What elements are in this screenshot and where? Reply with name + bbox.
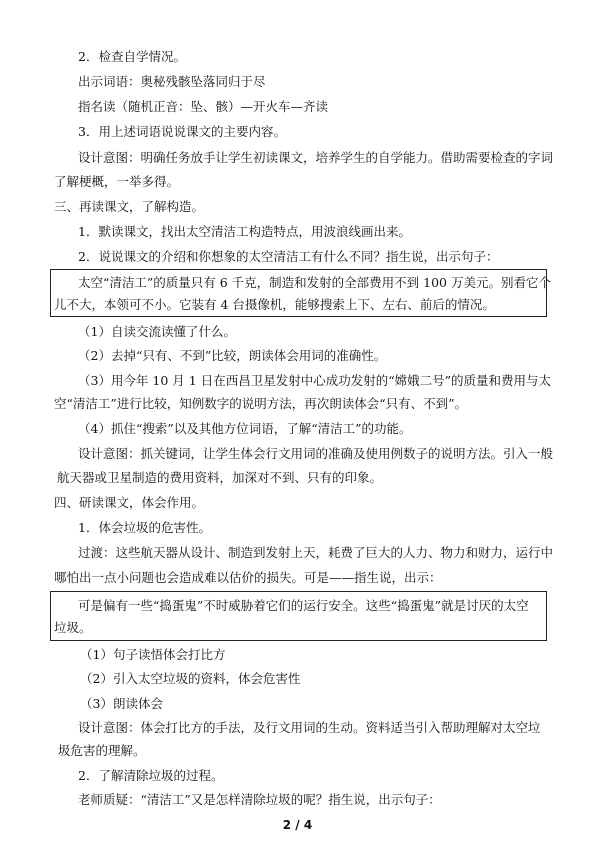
sub-item: （3）用今年 10 月 1 日在西昌卫星发射中心成功发射的“嫦娥二号”的质量和费用与太 (78, 373, 551, 388)
design-intent-line: 了解梗概，一举多得。 (54, 174, 180, 189)
step-heading: 2．了解清除垃圾的过程。 (78, 768, 224, 783)
quote-line: 可是偏有一些“捣蛋鬼”不时威胁着它们的运行安全。这些“捣蛋鬼”就是讨厌的太空 (78, 598, 529, 613)
section-heading: 三、再读课文，了解构造。 (54, 199, 205, 214)
text-line: 哪怕出一点小问题也会造成难以估价的损失。可是——指生说，出示： (54, 570, 442, 585)
text-line: 指名读（随机正音：坠、骸）—开火车—齐读 (78, 99, 329, 114)
design-intent-line: 设计意图：明确任务放手让学生初读课文，培养学生的自学能力。借助需要检查的字词 (78, 150, 554, 165)
sub-item: （2）去掉“只有、不到”比较，朗读体会用词的准确性。 (78, 348, 387, 363)
quote-line: 太空“清洁工”的质量只有 6 千克，制造和发射的全部费用不到 100 万美元。别看它个 (78, 275, 551, 290)
step-heading: 2．说说课文的介绍和你想象的太空清洁工有什么不同？指生说，出示句子： (78, 249, 499, 264)
section-heading: 四、研读课文，体会作用。 (54, 495, 205, 510)
step-heading: 1．体会垃圾的危害性。 (78, 520, 211, 535)
quote-line: 儿不大，本领可不小。它装有 4 台摄像机，能够搜索上下、左右、前后的情况。 (54, 297, 495, 312)
sub-item: 空“清洁工”进行比较，知例数字的说明方法，再次朗读体会“只有、不到”。 (54, 396, 468, 411)
text-line: 出示词语：奥秘残骸坠落同归于尽 (78, 74, 266, 89)
sub-item: （1）自读交流读懂了什么。 (78, 324, 236, 339)
design-intent-line: 设计意图：体会打比方的手法，及行文用词的生动。资料适当引入帮助理解对太空垃 (78, 720, 541, 735)
text-line: 过渡：这些航天器从设计、制造到发射上天，耗费了巨大的人力、物力和财力，运行中 (78, 545, 554, 560)
design-intent-line: 圾危害的理解。 (58, 743, 146, 758)
sub-item: （4）抓住“搜索”以及其他方位词语，了解“清洁工”的功能。 (78, 421, 412, 436)
step-heading: 2．检查自学情况。 (78, 49, 186, 64)
step-heading: 1．默读课文，找出太空清洁工构造特点，用波浪线画出来。 (78, 224, 411, 239)
sub-item: （3）朗读体会 (80, 696, 163, 711)
design-intent-line: 航天器或卫星制造的费用资料，加深对不到、只有的印象。 (57, 470, 383, 485)
text-line: 老师质疑：“清洁工”又是怎样清除垃圾的呢？指生说，出示句子： (78, 792, 441, 807)
sub-item: （2）引入太空垃圾的资料，体会危害性 (80, 671, 301, 686)
page-number: 2 / 4 (282, 818, 313, 832)
quote-line: 垃圾。 (54, 620, 92, 635)
step-heading: 3．用上述词语说说课文的主要内容。 (78, 124, 286, 139)
sub-item: （1）句子读悟体会打比方 (80, 647, 226, 662)
design-intent-line: 设计意图：抓关键词，让学生体会行文用词的准确及使用例数子的说明方法。引入一般 (78, 446, 554, 461)
